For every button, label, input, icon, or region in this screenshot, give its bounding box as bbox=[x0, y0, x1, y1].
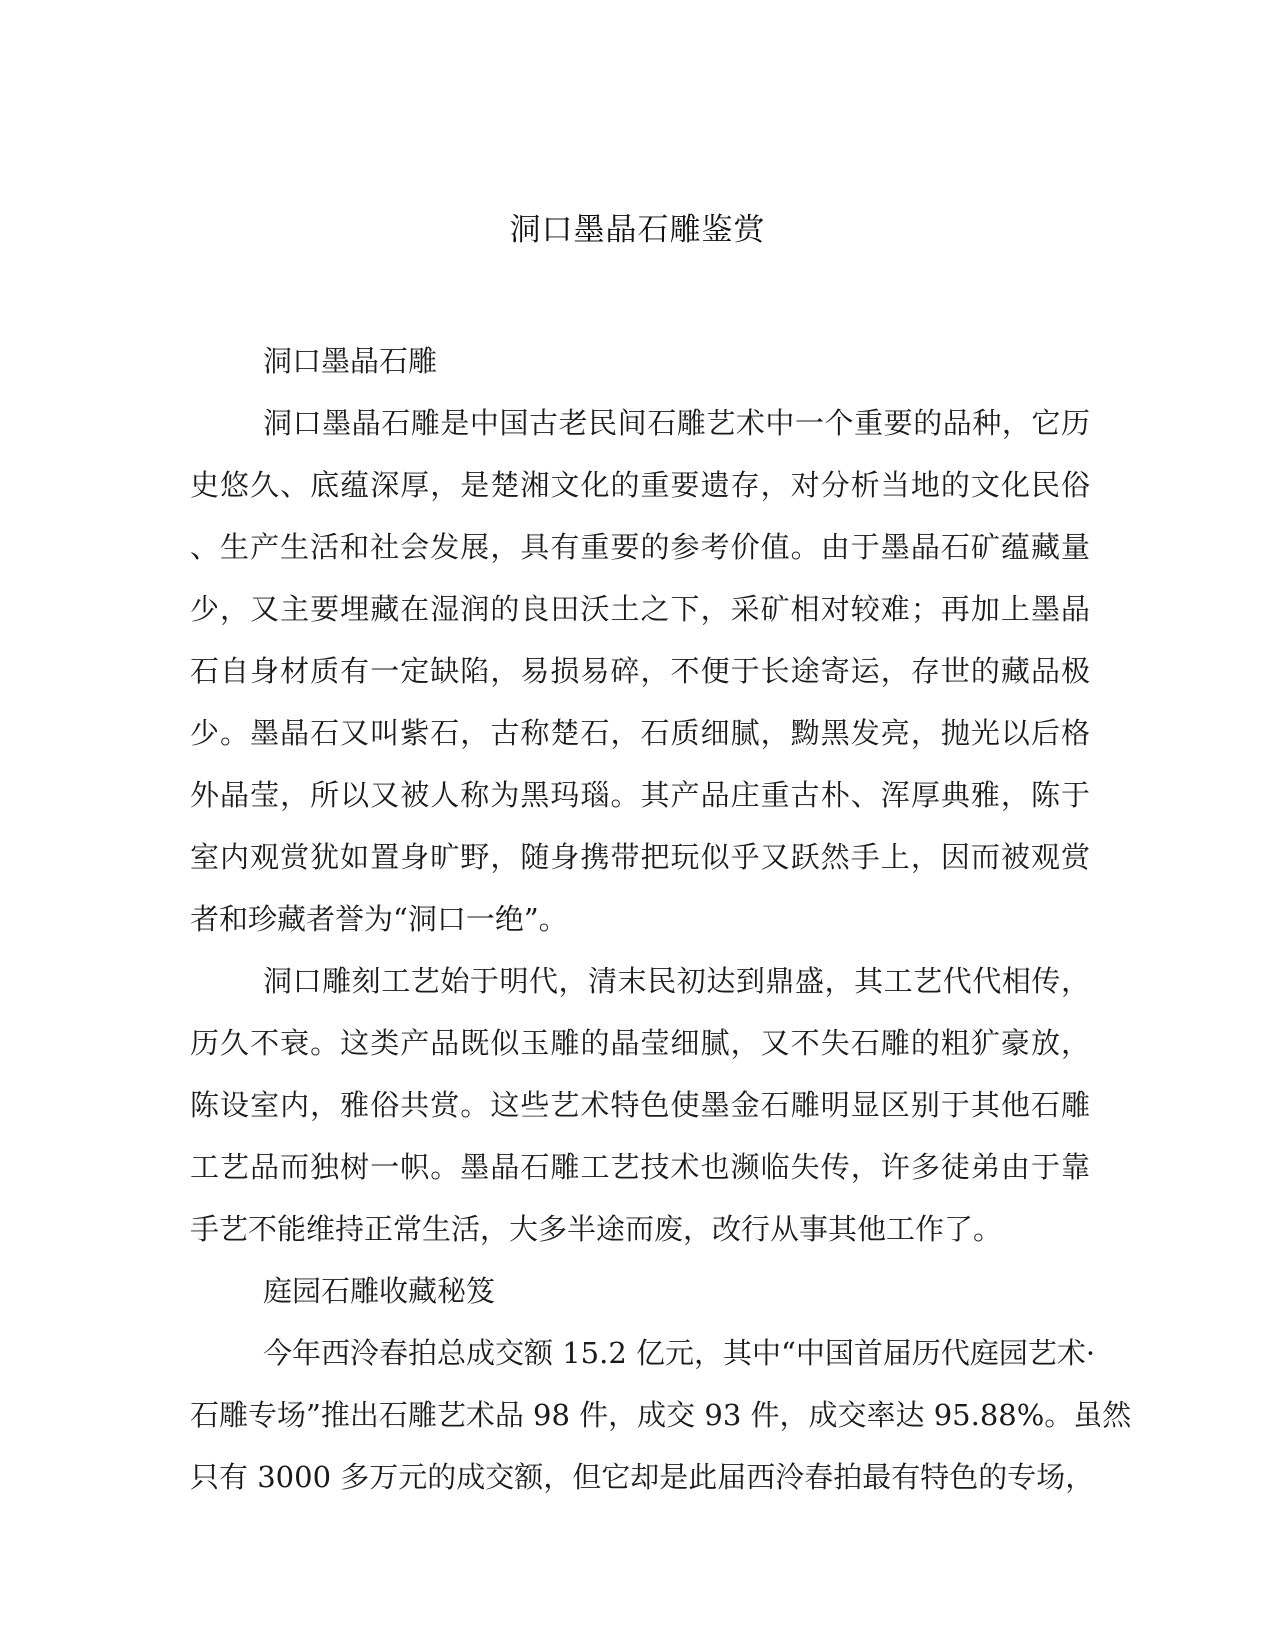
paragraph-line: 少，又主要埋藏在湿润的良田沃土之下，采矿相对较难；再加上墨晶 bbox=[190, 592, 1090, 626]
document-body bbox=[190, 330, 1132, 1508]
paragraph-line: 历久不衰。这类产品既似玉雕的晶莹细腻，又不失石雕的粗犷豪放， bbox=[190, 1026, 1090, 1060]
paragraph-line: 石自身材质有一定缺陷，易损易碎，不便于长途寄运，存世的藏品极 bbox=[190, 654, 1090, 688]
paragraph-line: 手艺不能维持正常生活，大多半途而废，改行从事其他工作了。 bbox=[190, 1212, 1003, 1246]
paragraph-line: 石雕专场”推出石雕艺术品 98 件，成交 93 件，成交率达 95.88%。虽然 bbox=[190, 1398, 1132, 1432]
paragraph-line: 外晶莹，所以又被人称为黑玛瑙。其产品庄重古朴、浑厚典雅，陈于 bbox=[190, 778, 1090, 812]
document-title: 洞口墨晶石雕鉴赏 bbox=[509, 212, 766, 248]
paragraph-line: 、生产生活和社会发展，具有重要的参考价值。由于墨晶石矿蕴藏量 bbox=[190, 530, 1090, 564]
paragraph-line: 者和珍藏者誉为“洞口一绝”。 bbox=[190, 902, 568, 936]
paragraph-line: 洞口雕刻工艺始于明代，清末民初达到鼎盛，其工艺代代相传， bbox=[263, 964, 1090, 998]
paragraph-line: 室内观赏犹如置身旷野，随身携带把玩似乎又跃然手上，因而被观赏 bbox=[190, 840, 1090, 874]
paragraph-line: 洞口墨晶石雕是中国古老民间石雕艺术中一个重要的品种，它历 bbox=[263, 406, 1090, 440]
paragraph-line: 工艺品而独树一帜。墨晶石雕工艺技术也濒临失传，许多徒弟由于靠 bbox=[190, 1150, 1090, 1184]
paragraph-line: 陈设室内，雅俗共赏。这些艺术特色使墨金石雕明显区别于其他石雕 bbox=[190, 1088, 1090, 1122]
paragraph-line: 今年西泠春拍总成交额 15.2 亿元，其中“中国首届历代庭园艺术· bbox=[263, 1336, 1096, 1370]
paragraph-line: 只有 3000 多万元的成交额，但它却是此届西泠春拍最有特色的专场， bbox=[190, 1460, 1095, 1494]
paragraph-line: 少。墨晶石又叫紫石，古称楚石，石质细腻，黝黑发亮，抛光以后格 bbox=[190, 716, 1090, 750]
section-heading: 庭园石雕收藏秘笈 bbox=[263, 1274, 496, 1308]
section-heading: 洞口墨晶石雕 bbox=[263, 344, 438, 378]
paragraph-line: 史悠久、底蕴深厚，是楚湘文化的重要遗存，对分析当地的文化民俗 bbox=[190, 468, 1090, 502]
